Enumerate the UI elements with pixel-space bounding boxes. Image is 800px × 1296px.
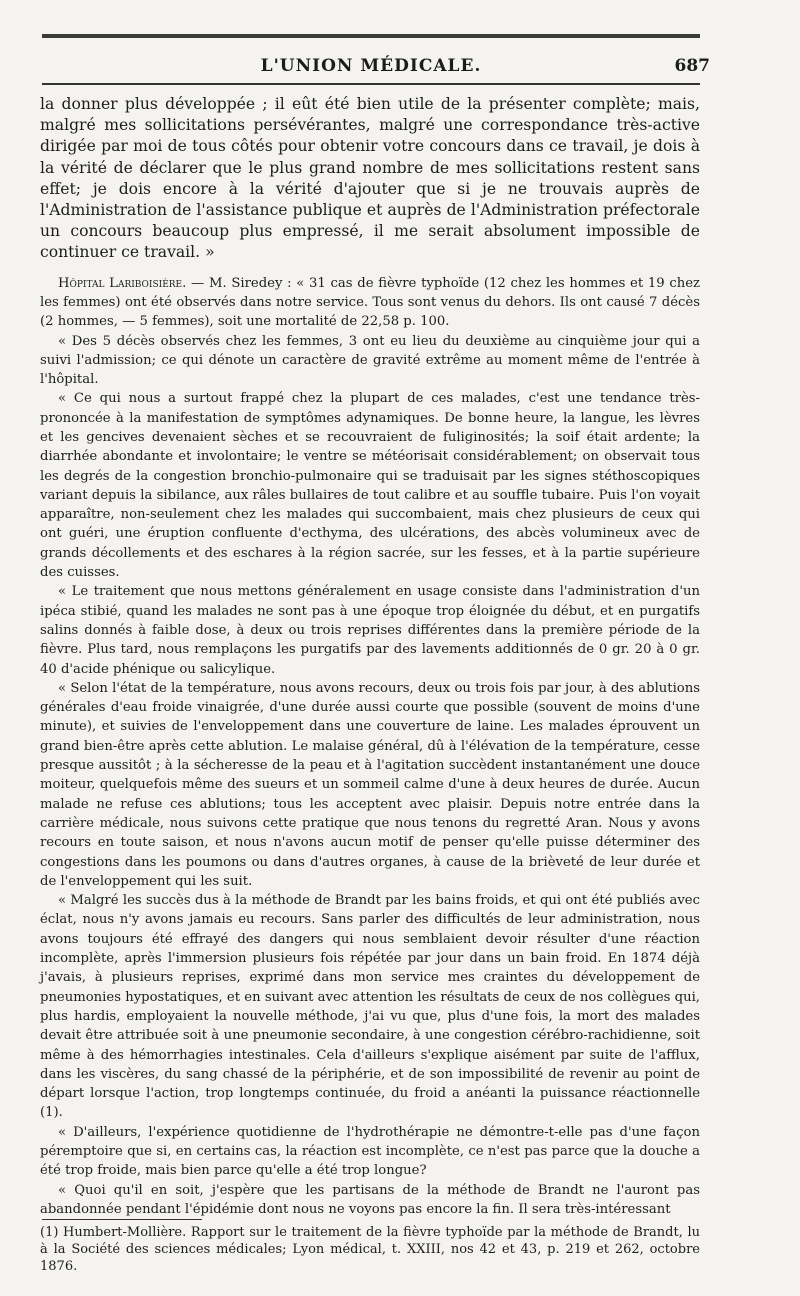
paragraph-hydrotherapie: « D'ailleurs, l'expérience quotidienne de l'hydrothérapie ne démontre-t-elle pas d'une façon péremptoire que si, en certains cas, la réaction est incomplète, ce n'est pas parce que la douche a été trop froide, mais bien parce qu'elle a été trop longue?: [40, 1124, 700, 1179]
paragraph-deces: « Des 5 décès observés chez les femmes, 3 ont eu lieu du deuxième au cinquième jour qui a suivi l'admission; ce qui dénote un caractère de gravité extrême au moment même de l'entrée à l'hôpital.: [40, 333, 700, 388]
article-body: [40, 94, 700, 1219]
paragraph-lariboisiere-text: M. Siredey : « 31 cas de fièvre typhoïde (12 chez les hommes et 19 chez les femmes) ont été observés dans notre service. Tous sont venus du dehors. Ils ont causé 7 décès (2 hommes, — 5 femmes), soit une mortalité de 22,58 p. 100.: [40, 275, 700, 330]
journal-title: L'UNION MÉDICALE.: [260, 56, 482, 76]
paragraph-brandt: « Malgré les succès dus à la méthode de Brandt par les bains froids, et qui ont été publiés avec éclat, nous n'y avons jamais eu recours. Sans parler des difficultés de leur administration, nous avons toujours été effrayé des dangers qui nous semblaient devoir résulter d'une réaction incomplète, après l'immersion plusieurs fois répétée par jour dans un bain froid. En 1874 déjà j'avais, à plusieurs reprises, exprimé dans mon service mes craintes du développement de pneumonies hypostatiques, et en suivant avec attention les résultats de ceux de nos collègues qui, plus hardis, employaient la nouvelle méthode, j'ai vu que, plus d'une fois, la mort des malades devait être attribuée soit à une pneumonie secondaire, à une congestion cérébro-rachidienne, soit même à des hémorrhagies intestinales. Cela d'ailleurs s'explique aisément par suite de l'afflux, dans les viscères, du sang chassé de la périphérie, et de son impossibilité de revenir au point de départ lorsque l'action, trop longtemps continuée, du froid a anéanti la puissance réactionnelle (1).: [40, 893, 700, 1121]
paragraph-intro: la donner plus développée ; il eût été bien utile de la présenter complète; mais, malgré mes sollicitations persévérantes, malgré une correspondance très-active dirigée par moi de tous côtés pour obtenir votre concours dans ce travail, je dois à la vérité de déclarer que le plus grand nombre de mes sollicitations restent sans effet; je dois encore à la vérité d'ajouter que si je ne trouvais auprès de l'Administration de l'assistance publique et auprès de l'Administration préfectorale un concours beaucoup plus empressé, il me serait absolument impossible de continuer ce travail. »: [40, 95, 700, 262]
header-rule: [42, 83, 700, 85]
paragraph-traitement: « Le traitement que nous mettons généralement en usage consiste dans l'administration d'un ipéca stibié, quand les malades ne sont pas à une époque trop éloignée du début, et en purgatifs salins donnés à faible dose, à deux ou trois reprises différentes dans la première période de la fièvre. Plus tard, nous remplaçons les purgatifs par des lavements additionnés de 0 gr. 20 à 0 gr. 40 d'acide phénique ou salicylique.: [40, 584, 700, 677]
footnote: (1) Humbert-Mollière. Rapport sur le traitement de la fièvre typhoïde par la méthode de Brandt, lu à la Société des sciences médicales; Lyon médical, t. XXIII, nos 42 et 43, p. 219 et 262, octobre 1876.: [40, 1225, 700, 1274]
page-number: 687: [674, 56, 710, 76]
top-rule: [42, 34, 700, 38]
hospital-heading: Hôpital Lariboisière. —: [58, 275, 205, 291]
paragraph-conclusion: « Quoi qu'il en soit, j'espère que les partisans de la méthode de Brandt ne l'auront pas abandonnée pendant l'épidémie dont nous ne voyons pas encore la fin. Il sera très-intéressant: [40, 1182, 700, 1217]
running-header: [42, 56, 710, 82]
footnote-rule: [42, 1219, 202, 1220]
paragraph-symptomes: « Ce qui nous a surtout frappé chez la plupart de ces malades, c'est une tendance très-prononcée à la manifestation de symptômes adynamiques. De bonne heure, la langue, les lèvres et les gencives devenaient sèches et se recouvraient de fuliginosités; la soif était ardente; la diarrhée abondante et involontaire; le ventre se météorisait considérablement; on observait tous les degrés de la congestion bronchio-pulmonaire qui se traduisait par les signes stéthoscopiques variant depuis la sibilance, aux râles bullaires de tout calibre et au souffle tubaire. Puis l'on voyait apparaître, non-seulement chez les malades qui succombaient, mais chez plusieurs de ceux qui ont guéri, une éruption confluente d'ecthyma, des ulcérations, des abcès volumineux avec de grands décollements et des eschares à la région sacrée, sur les fesses, et à la partie supérieure des cuisses.: [40, 391, 700, 581]
paragraph-ablutions: « Selon l'état de la température, nous avons recours, deux ou trois fois par jour, à des ablutions générales d'eau froide vinaigrée, d'une durée aussi courte que possible (souvent de moins d'une minute), et suivies de l'enveloppement dans une couverture de laine. Les malades éprouvent un grand bien-être après cette ablution. Le malaise général, dû à l'élévation de la température, cesse presque aussitôt ; à la sécheresse de la peau et à l'agitation succèdent instantanément une douce moiteur, quelquefois même des sueurs et un sommeil calme d'une à deux heures de durée. Aucun malade ne refuse ces ablutions; tous les acceptent avec plaisir. Depuis notre entrée dans la carrière médicale, nous suivons cette pratique que nous tenons du regretté Aran. Nous y avons recours en toute saison, et nous n'avons aucun motif de penser qu'elle puisse déterminer des congestions dans les poumons ou dans d'autres organes, à cause de la brièveté de leur durée et de l'enveloppement qui les suit.: [40, 680, 700, 889]
paragraph-lariboisiere: [40, 274, 700, 332]
